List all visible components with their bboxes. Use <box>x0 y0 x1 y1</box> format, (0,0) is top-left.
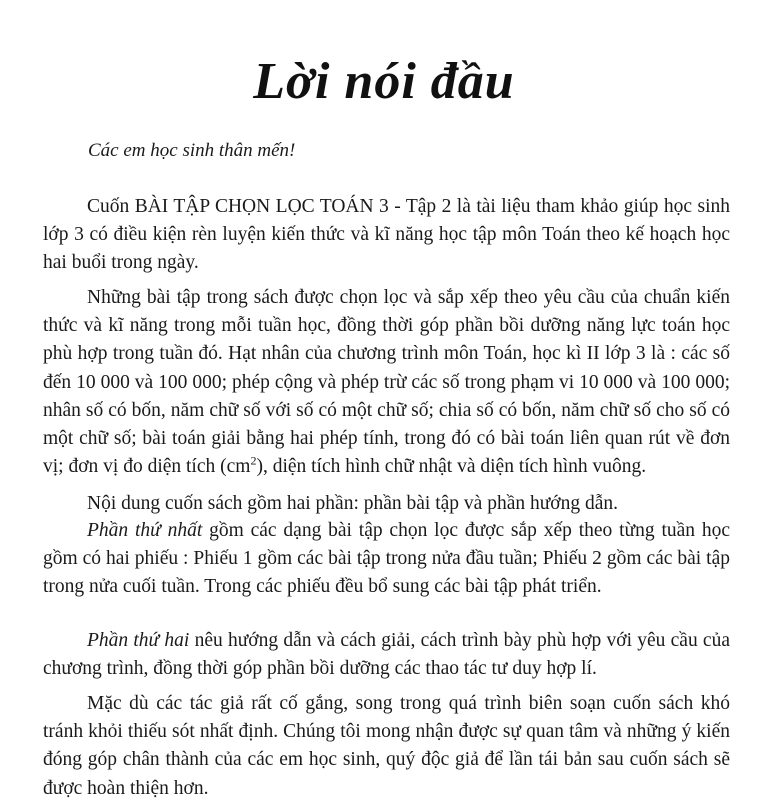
emphasis-part-one: Phần thứ nhất <box>87 520 203 541</box>
emphasis-part-two: Phần thứ hai <box>87 630 190 651</box>
paragraph-text: gồm các dạng bài tập chọn lọc được sắp xếp theo từng tuần học gồm có hai phiếu : Phiếu 1 gồm các bài tập trong nửa đầu tuần; Phiếu 2 gồm các bài tập trong nửa cuối tuần. Trong các phiếu đều bổ sung các bài tập phát triển. <box>43 520 730 598</box>
greeting: Các em học sinh thân mến! <box>88 140 296 161</box>
paragraph-part-two <box>43 627 730 683</box>
page-title: Lời nói đầu <box>253 53 515 110</box>
paragraph-intro: Cuốn BÀI TẬP CHỌN LỌC TOÁN 3 - Tập 2 là tài liệu tham khảo giúp học sinh lớp 3 có điều kiện rèn luyện kiến thức và kĩ năng học tập môn Toán theo kế hoạch học hai buổi trong ngày. <box>43 196 730 274</box>
superscript: 2 <box>250 453 257 468</box>
paragraph-content-core <box>43 284 730 481</box>
paragraph-closing: Mặc dù các tác giả rất cố gắng, song trong quá trình biên soạn cuốn sách khó tránh khỏi thiếu sót nhất định. Chúng tôi mong nhận được sự quan tâm và những ý kiến đóng góp chân thành của các em học sinh, quý độc giả để lần tái bản sau cuốn sách sẽ được hoàn thiện hơn. <box>43 693 730 799</box>
paragraph-text: ), diện tích hình chữ nhật và diện tích hình vuông. <box>256 456 647 478</box>
paragraph-part-one <box>43 517 730 602</box>
paragraph-text: Những bài tập trong sách được chọn lọc và sắp xếp theo yêu cầu của chuẩn kiến thức và kĩ năng trong mỗi tuần học, đồng thời góp phần bồi dưỡng năng lực toán học phù hợp trong tuần đó. Hạt nhân của chương trình môn Toán, học kì II lớp 3 là : các số đến 10 000 và 100 000; phép cộng và phép trừ các số trong phạm vi 10 000 và 100 000; nhân số có bốn, năm chữ số với số có một chữ số; chia số có bốn, năm chữ số cho số có một chữ số; bài toán giải bằng hai phép tính, trong đó có bài toán liên quan rút về đơn vị; đơn vị đo diện tích (cm <box>43 287 730 478</box>
paragraph-structure: Nội dung cuốn sách gồm hai phần: phần bài tập và phần hướng dẫn. <box>87 493 619 514</box>
paragraph-text: nêu hướng dẫn và cách giải, cách trình bày phù hợp với yêu cầu của chương trình, đồng thời góp phần bồi dưỡng các thao tác tư duy hợp lí. <box>43 630 730 680</box>
